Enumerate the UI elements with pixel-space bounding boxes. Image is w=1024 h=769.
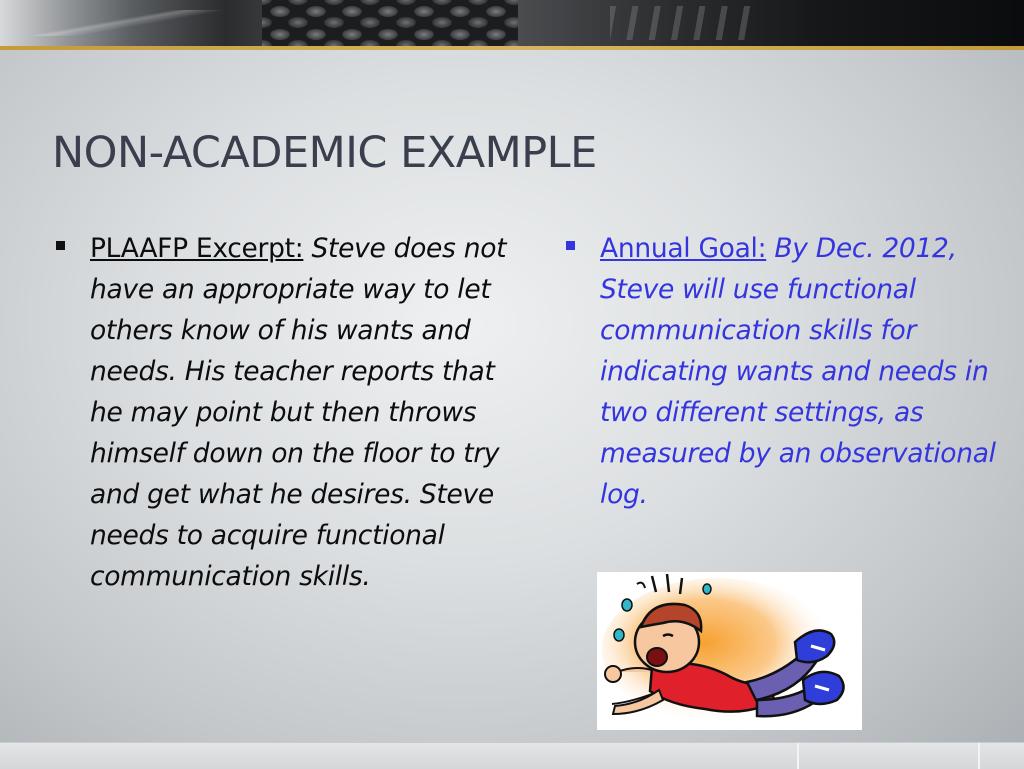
banner-hex-grille — [262, 0, 518, 46]
gold-divider — [0, 46, 1024, 50]
header-banner — [0, 0, 1024, 46]
footer-bar — [0, 742, 1024, 769]
annual-goal-label: Annual Goal: — [600, 233, 767, 264]
plaafp-column — [52, 228, 522, 597]
banner-tire — [518, 0, 1024, 46]
footer-segment — [797, 743, 799, 769]
plaafp-label: PLAAFP Excerpt: — [90, 233, 304, 264]
square-bullet-icon — [566, 241, 575, 250]
annual-goal-bullet-item — [562, 228, 1002, 515]
plaafp-bullet-item — [52, 228, 522, 597]
annual-goal-text: By Dec. 2012, Steve will use functional communication skills for indicating wants and needs in two different settings, as measured by an observational log. — [600, 233, 996, 510]
banner-tire-tread — [610, 6, 760, 40]
banner-light-streak — [20, 10, 250, 36]
plaafp-text: Steve does not have an appropriate way to let others know of his wants and needs. His teacher reports that he may point but then throws himself down on the floor to try and get what he desires. Steve needs to acquire functional communication skills. — [90, 233, 507, 592]
annual-goal-column — [562, 228, 1002, 515]
tantrum-child-illustration — [597, 572, 862, 730]
slide-title: NON-ACADEMIC EXAMPLE — [52, 128, 597, 178]
tantrum-child-icon — [597, 572, 862, 730]
footer-segment — [978, 743, 980, 769]
square-bullet-icon — [56, 241, 65, 250]
